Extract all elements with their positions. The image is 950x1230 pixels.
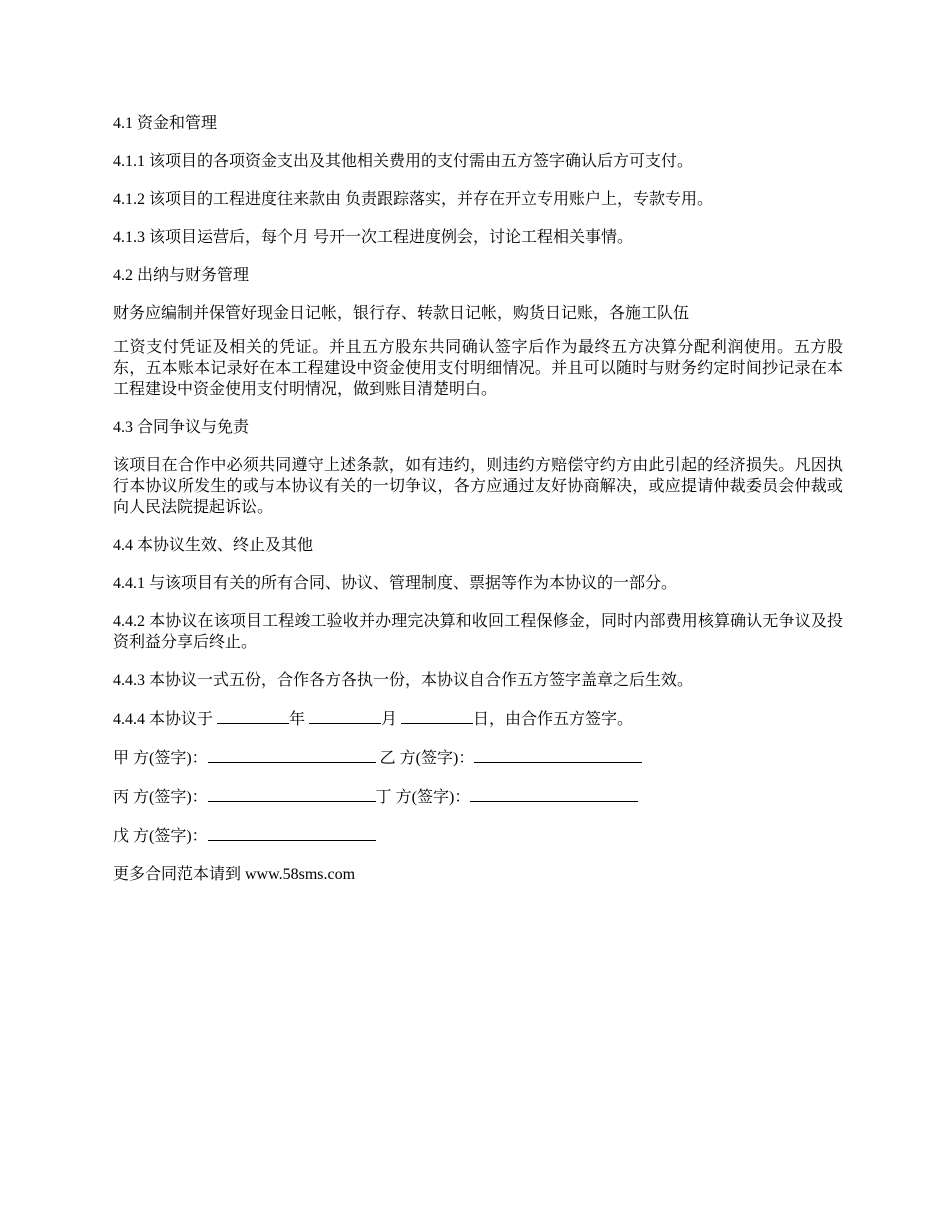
section-4-1-title: 4.1 资金和管理 [113, 115, 218, 132]
document-page [113, 113, 843, 902]
signature-label-bing: 丙 方(签字)： [113, 789, 208, 806]
signature-label-yi: 乙 方(签字)： [375, 750, 475, 767]
section-4-3-paragraph: 该项目在合作中必须共同遵守上述条款，如有违约，则违约方赔偿守约方由此引起的经济损失。凡因执行本协议所发生的或与本协议有关的一切争议，各方应通过友好协商解决，或应提请仲裁委员会仲裁或向人民法院提起诉讼。 [113, 457, 843, 516]
signature-blank-yi [474, 747, 642, 763]
date-line-prefix: 4.4.4 本协议于 [113, 711, 218, 728]
signature-blank-bing [208, 786, 376, 802]
footer-link-text: 更多合同范本请到 www.58sms.com [113, 866, 356, 883]
signature-blank-ding [470, 786, 638, 802]
signature-row-bing-ding [113, 786, 843, 808]
signature-row-jia-yi [113, 747, 843, 769]
clause-4-4-2: 4.4.2 本协议在该项目工程竣工验收并办理完决算和收回工程保修金，同时内部费用核算确认无争议及投资利益分享后终止。 [113, 613, 843, 651]
clause-4-4-3: 4.4.3 本协议一式五份，合作各方各执一份，本协议自合作五方签字盖章之后生效。 [113, 672, 694, 689]
clause-4-1-2: 4.1.2 该项目的工程进度往来款由 负责跟踪落实，并存在开立专用账户上，专款专用。 [113, 191, 714, 208]
date-line-year: 年 [289, 711, 310, 728]
clause-4-1-3: 4.1.3 该项目运营后，每个月 号开一次工程进度例会，讨论工程相关事情。 [113, 229, 634, 246]
signature-label-jia: 甲 方(签字)： [113, 750, 208, 767]
clause-4-4-4-date-line [113, 708, 843, 730]
section-4-2-paragraph-1: 财务应编制并保管好现金日记帐，银行存、转款日记帐，购货日记账，各施工队伍 [113, 305, 690, 322]
date-line-month: 月 [381, 711, 402, 728]
section-4-2-title: 4.2 出纳与财务管理 [113, 267, 250, 284]
clause-4-4-1: 4.4.1 与该项目有关的所有合同、协议、管理制度、票据等作为本协议的一部分。 [113, 575, 678, 592]
section-4-3-title: 4.3 合同争议与免责 [113, 419, 250, 436]
day-blank [401, 708, 473, 724]
month-blank [309, 708, 381, 724]
date-line-suffix: 日，由合作五方签字。 [473, 711, 634, 728]
section-4-4-title: 4.4 本协议生效、终止及其他 [113, 537, 314, 554]
year-blank [217, 708, 289, 724]
signature-row-wu [113, 825, 843, 847]
clause-4-1-1: 4.1.1 该项目的各项资金支出及其他相关费用的支付需由五方签字确认后方可支付。 [113, 153, 694, 170]
signature-blank-jia [208, 747, 376, 763]
section-4-2-paragraph-2: 工资支付凭证及相关的凭证。并且五方股东共同确认签字后作为最终五方决算分配利润使用。五方股东，五本账本记录好在本工程建设中资金使用支付明细情况。并且可以随时与财务约定时间抄记录在本工程建设中资金使用支付明情况，做到账目清楚明白。 [113, 339, 843, 398]
signature-label-wu: 戊 方(签字)： [113, 828, 208, 845]
signature-label-ding: 丁 方(签字)： [375, 789, 471, 806]
signature-blank-wu [208, 825, 376, 841]
